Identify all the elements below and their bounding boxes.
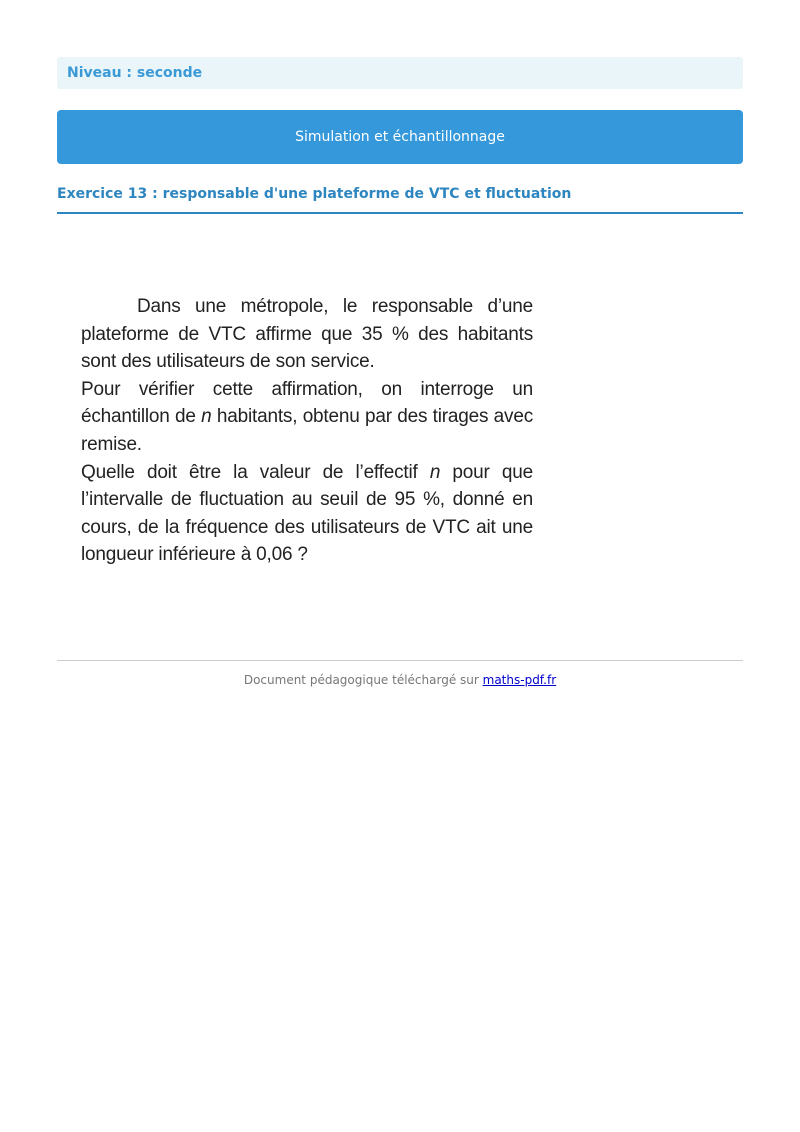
footer-link[interactable]: maths-pdf.fr xyxy=(482,673,557,687)
exercise-paragraph-1: Dans une métropole, le responsable d’une plateforme de VTC affirme que 35 % des habitants sont des utilisateurs de son service. xyxy=(81,296,533,373)
chapter-banner: Simulation et échantillonnage xyxy=(57,110,743,164)
exercise-statement xyxy=(81,293,533,569)
variable-n: n xyxy=(429,461,441,483)
exercise-paragraph-2: Pour vérifier cette affirmation, on interroge un échantillon de n habitants, obtenu par des tirages avec remise. xyxy=(81,378,533,455)
footer-divider xyxy=(57,660,743,661)
exercise-title: Exercice 13 : responsable d'une plateforme de VTC et fluctuation xyxy=(57,184,743,214)
level-label: Niveau : seconde xyxy=(57,57,743,89)
footer-text: Document pédagogique téléchargé sur xyxy=(243,673,483,687)
exercise-paragraph-3: Quelle doit être la valeur de l’effectif n pour que l’intervalle de fluctuation au seuil de 95 %, donné en cours, de la fréquence des utilisateurs de VTC ait une longueur inférieure à 0,06 ? xyxy=(81,461,533,566)
variable-n: n xyxy=(201,406,212,428)
footer xyxy=(57,673,743,687)
